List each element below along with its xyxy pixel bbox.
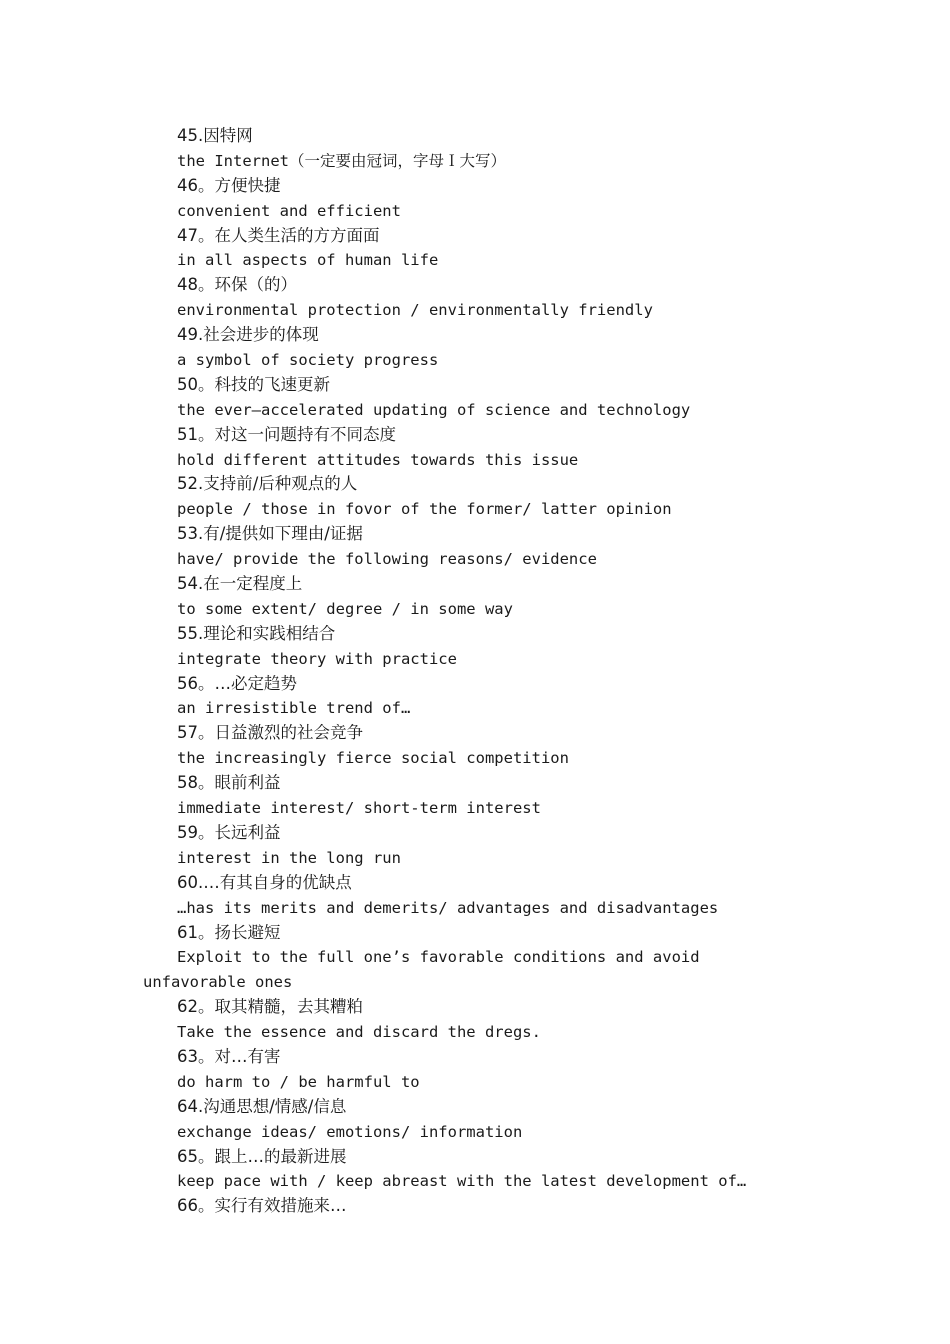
phrase-heading: 66。实行有效措施来… [177,1196,347,1216]
phrase-translation: a symbol of society progress [177,351,439,370]
phrase-translation: have/ provide the following reasons/ evidence [177,550,597,569]
phrase-translation: unfavorable ones [143,973,293,992]
phrase-translation: immediate interest/ short-term interest [177,799,541,818]
phrase-heading: 63。对…有害 [177,1046,281,1066]
phrase-heading: 47。在人类生活的方方面面 [177,225,380,245]
phrase-heading: 57。日益激烈的社会竞争 [177,723,363,743]
phrase-translation: do harm to / be harmful to [177,1072,420,1091]
phrase-heading: 50。科技的飞速更新 [177,374,330,394]
phrase-heading: 56。…必定趋势 [177,673,297,693]
phrase-translation: the ever—accelerated updating of science and technology [177,400,691,419]
phrase-translation: convenient and efficient [177,201,401,220]
phrase-heading: 61。扬长避短 [177,922,281,942]
phrase-translation: environmental protection / environmentally friendly [177,301,653,320]
phrase-heading: 64.沟通思想/情感/信息 [177,1096,347,1116]
phrase-translation: the increasingly fierce social competition [177,749,569,768]
phrase-heading: 48。环保（的） [177,275,297,295]
phrase-heading: 52.支持前/后种观点的人 [177,474,358,494]
phrase-heading: 58。眼前利益 [177,773,281,793]
phrase-heading: 54.在一定程度上 [177,574,303,594]
phrase-heading: 55.理论和实践相结合 [177,623,336,643]
phrase-translation: keep pace with / keep abreast with the latest development of… [177,1172,747,1191]
phrase-heading: 45.因特网 [177,126,253,145]
phrase-heading: 59。长远利益 [177,822,281,842]
phrase-translation: integrate theory with practice [177,649,457,668]
phrase-heading: 49.社会进步的体现 [177,325,319,345]
phrase-heading: 60.…有其自身的优缺点 [177,872,352,892]
phrase-translation: Exploit to the full one’s favorable conditions and avoid [177,948,700,967]
phrase-heading: 65。跟上…的最新进展 [177,1146,347,1166]
phrase-heading: 51。对这一问题持有不同态度 [177,424,396,444]
phrase-translation: in all aspects of human life [177,251,439,270]
phrase-translation: hold different attitudes towards this issue [177,450,579,469]
phrase-translation: exchange ideas/ emotions/ information [177,1122,523,1141]
phrase-heading: 46。方便快捷 [177,175,281,195]
phrase-heading: 53.有/提供如下理由/证据 [177,524,363,544]
phrase-translation: …has its merits and demerits/ advantages and disadvantages [177,898,719,917]
phrase-translation: to some extent/ degree / in some way [177,599,513,618]
phrase-translation: an irresistible trend of… [177,699,411,718]
phrase-heading: 62。取其精髓，去其糟粕 [177,997,363,1017]
phrase-translation: Take the essence and discard the dregs. [177,1023,541,1042]
phrase-translation: interest in the long run [177,848,401,867]
document-page [0,124,950,1219]
phrase-translation: the Internet（一定要由冠词，字母Ｉ大写） [177,151,506,170]
phrase-translation: people / those in fovor of the former/ latter opinion [177,500,672,519]
